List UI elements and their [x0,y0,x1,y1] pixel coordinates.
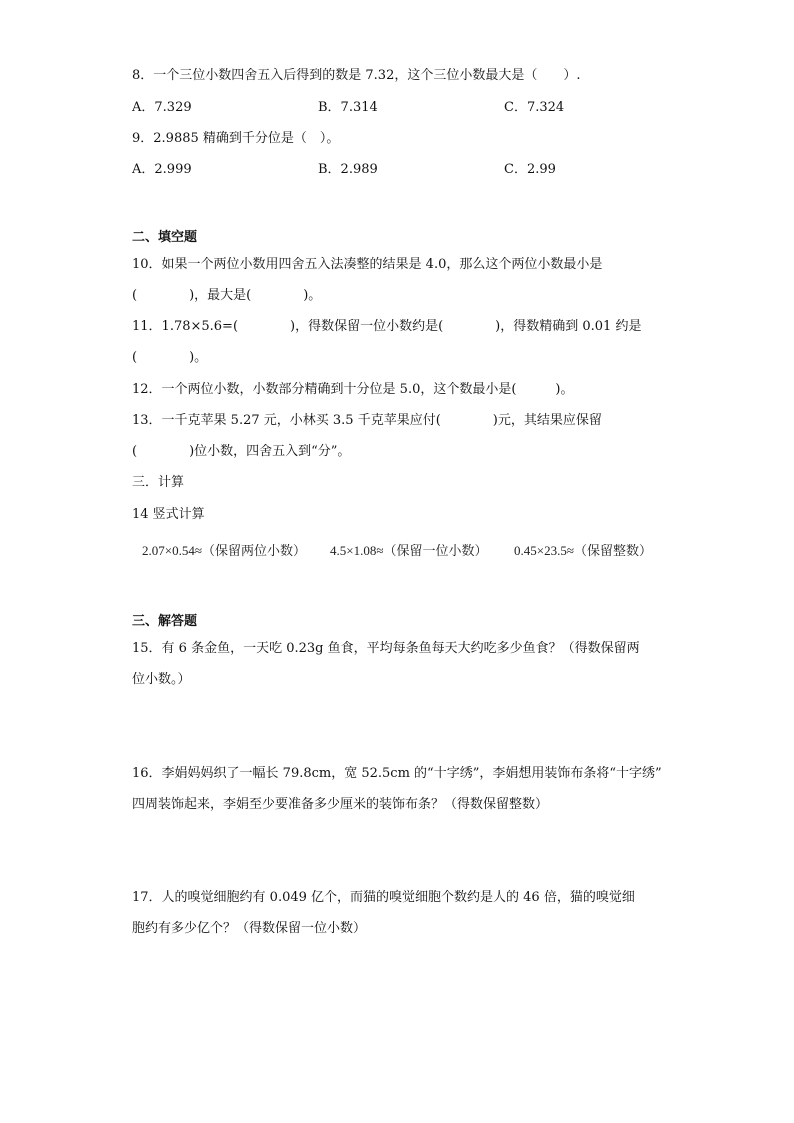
q8-option-c[interactable]: C．7.324 [504,100,565,115]
q13-line1: 13．一千克苹果 5.27 元，小林买 3.5 千克苹果应付( )元，其结果应保留 [132,413,602,428]
q11-line2: ( )。 [132,350,208,365]
q9-option-b[interactable]: B．2.989 [318,162,378,177]
q11-line1: 11．1.78×5.6=( )，得数保留一位小数约是( )，得数精确到 0.01 约是 [132,319,642,334]
q14-item-1: 2.07×0.54≈（保留两位小数） [142,543,306,558]
q9-option-c[interactable]: C．2.99 [504,162,556,177]
section-answer-title: 三、解答题 [132,614,198,629]
q8-stem: 8．一个三位小数四舍五入后得到的数是 7.32，这个三位小数最大是（ ）. [132,68,581,83]
q10-line2: ( )，最大是( )。 [132,288,322,303]
q15-line1: 15．有 6 条金鱼，一天吃 0.23g 鱼食，平均每条鱼每天大约吃多少鱼食？（得数保留两 [132,641,640,656]
q17-line2: 胞约有多少亿个？（得数保留一位小数） [132,921,367,936]
q10-line1: 10．如果一个两位小数用四舍五入法凑整的结果是 4.0，那么这个两位小数最小是 [132,257,603,272]
q14-item-3: 0.45×23.5≈（保留整数） [514,543,652,558]
q16-line1: 16．李娟妈妈织了一幅长 79.8cm，宽 52.5cm 的“十字绣”，李娟想用装饰布条将“十字绣” [132,766,662,781]
q16-line2: 四周装饰起来，李娟至少要准备多少厘米的装饰布条？（得数保留整数） [132,797,549,812]
q9-option-a[interactable]: A．2.999 [132,162,192,177]
section-calc-title: 三．计算 [132,475,185,490]
q14-item-2: 4.5×1.08≈（保留一位小数） [330,543,488,558]
q8-option-b[interactable]: B．7.314 [318,100,378,115]
q15-line2: 位小数。） [132,672,191,687]
q17-line1: 17．人的嗅觉细胞约有 0.049 亿个，而猫的嗅觉细胞个数约是人的 46 倍，猫的嗅觉细 [132,890,635,905]
q13-line2: ( )位小数，四舍五入到“分”。 [132,444,351,459]
q8-option-a[interactable]: A．7.329 [132,100,192,115]
q9-stem: 9．2.9885 精确到千分位是（ ）。 [132,131,340,146]
section-fill-blank-title: 二、填空题 [132,230,198,245]
q14-title: 14 竖式计算 [132,507,205,522]
q12-line1: 12．一个两位小数，小数部分精确到十分位是 5.0，这个数最小是( )。 [132,382,574,397]
